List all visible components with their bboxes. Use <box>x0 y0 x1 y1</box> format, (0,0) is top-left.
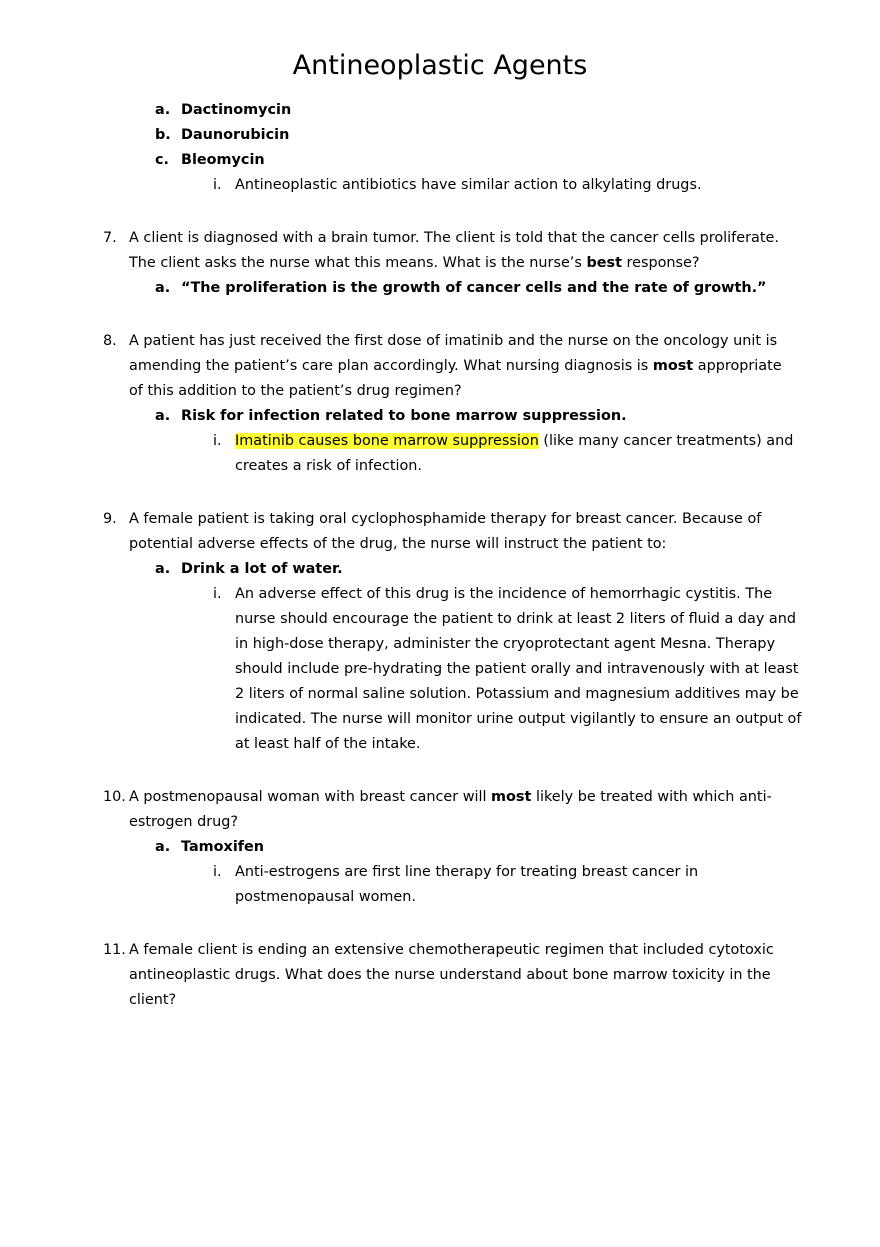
question-number: 9. <box>103 511 117 527</box>
question-number: 7. <box>103 230 117 246</box>
answer-text: Drink a lot of water. <box>181 561 343 577</box>
page-title: Antineoplastic Agents <box>292 50 588 81</box>
answer-item <box>0 835 880 860</box>
rationale-marker: i. <box>213 586 222 602</box>
highlighted-text: Imatinib causes bone marrow suppression <box>235 433 539 449</box>
question-text: A female patient is taking oral cyclophosphamide therapy for breast cancer. Because of potential adverse effects of the drug, the nurse will instruct the patient to: <box>129 511 762 552</box>
rationale-text: Imatinib causes bone marrow suppression (like many cancer treatments) and creates a risk of infection. <box>235 433 794 474</box>
answer-text: Risk for infection related to bone marrow suppression. <box>181 408 627 424</box>
answer-text: “The proliferation is the growth of cancer cells and the rate of growth.” <box>181 280 767 296</box>
document-body <box>0 98 880 1013</box>
answer-item <box>0 557 880 582</box>
answer-marker: a. <box>155 102 171 118</box>
answer-marker: a. <box>155 561 171 577</box>
rationale-item <box>0 582 880 757</box>
question-text: A female client is ending an extensive chemotherapeutic regimen that included cytotoxic antineoplastic drugs. What does the nurse understand about bone marrow toxicity in the client? <box>129 942 774 1008</box>
question-7 <box>0 226 880 276</box>
question-8 <box>0 329 880 404</box>
question-text: A postmenopausal woman with breast cancer will most likely be treated with which anti-estrogen drug? <box>129 789 772 830</box>
answer-text: Daunorubicin <box>181 127 290 143</box>
question-emphasis: most <box>652 358 694 374</box>
question-number: 8. <box>103 333 117 349</box>
rationale-item <box>0 860 880 910</box>
question-9 <box>0 507 880 557</box>
question-11 <box>0 938 880 1013</box>
rationale-item <box>0 429 880 479</box>
question-text: A client is diagnosed with a brain tumor. The client is told that the cancer cells proliferate. The client asks the nurse what this means. What is the nurse’s best response? <box>129 230 779 271</box>
answer-marker: a. <box>155 408 171 424</box>
answer-text: Tamoxifen <box>181 839 265 855</box>
answer-marker: a. <box>155 280 171 296</box>
rationale-text: Antineoplastic antibiotics have similar action to alkylating drugs. <box>235 177 702 193</box>
answer-item <box>0 276 880 301</box>
answer-text: Dactinomycin <box>181 102 292 118</box>
answer-marker: a. <box>155 839 171 855</box>
answer-marker: b. <box>155 127 171 143</box>
rationale-text: An adverse effect of this drug is the incidence of hemorrhagic cystitis. The nurse should encourage the patient to drink at least 2 liters of fluid a day and in high-dose therapy, administer the cryoprotectant agent Mesna. Therapy should include pre-hydrating the patient orally and intravenously with at least 2 liters of normal saline solution. Potassium and magnesium additives may be indicated. The nurse will monitor urine output vigilantly to ensure an output of at least half of the intake. <box>235 586 802 752</box>
rationale-text: Anti-estrogens are first line therapy for treating breast cancer in postmenopausal women. <box>235 864 699 905</box>
answer-item <box>0 404 880 429</box>
answer-item <box>0 98 880 123</box>
rationale-item <box>0 173 880 198</box>
rationale-marker: i. <box>213 864 222 880</box>
answer-marker: c. <box>155 152 169 168</box>
question-text: A patient has just received the first dose of imatinib and the nurse on the oncology unit is amending the patient’s care plan accordingly. What nursing diagnosis is most appropriate of this addition to the patient’s drug regimen? <box>129 333 782 399</box>
rationale-marker: i. <box>213 433 222 449</box>
answer-text: Bleomycin <box>181 152 265 168</box>
answer-item <box>0 123 880 148</box>
question-number: 11. <box>103 942 126 958</box>
question-10 <box>0 785 880 835</box>
rationale-marker: i. <box>213 177 222 193</box>
question-emphasis: best <box>586 255 622 271</box>
answer-item <box>0 148 880 173</box>
question-number: 10. <box>103 789 126 805</box>
question-emphasis: most <box>491 789 532 805</box>
